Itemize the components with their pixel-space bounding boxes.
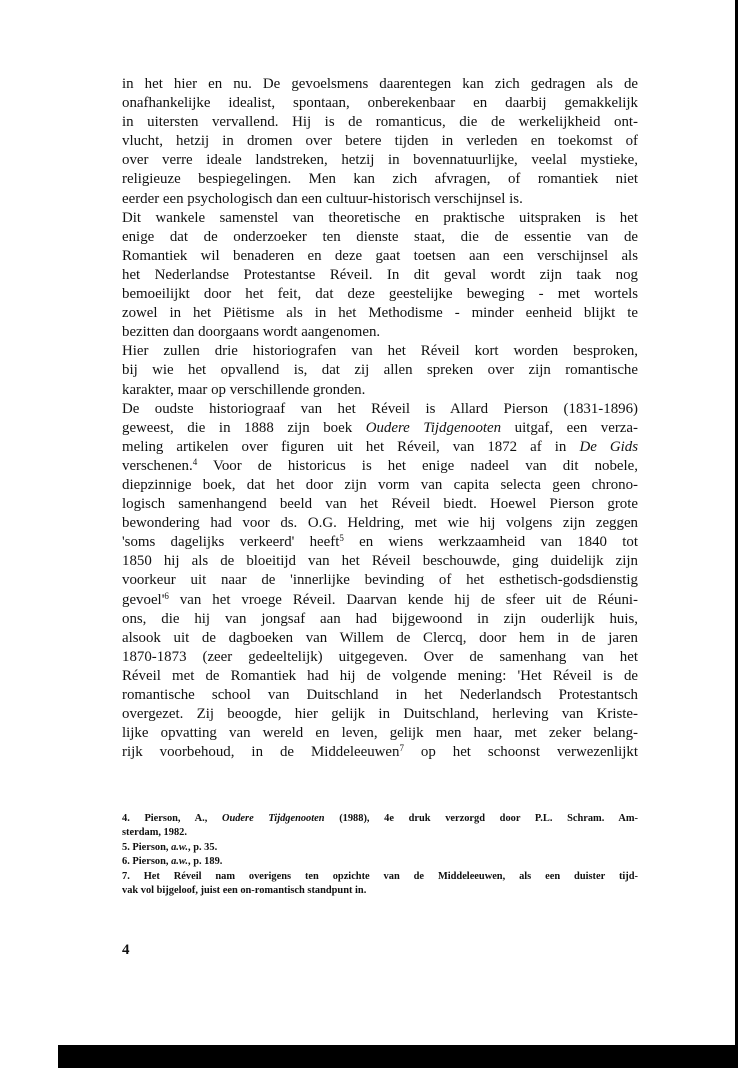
text-line: bij wie het opvallend is, dat zij allen spreken over zijn romantische [122,362,638,379]
text-line: onafhankelijke idealist, spontaan, onberekenbaar en daarbij gemakkelijk [122,95,638,112]
journal-title-de-gids: De Gids [579,438,638,455]
text-line: bezitten dan doorgaans wordt aangenomen. [122,324,381,341]
page-number: 4 [122,942,130,958]
text-run: uitgaf, een verza- [514,419,638,436]
text-line: 1850 hij als de bloeitijd van het Réveil beschouwde, ging duidelijk zijn [122,553,638,570]
text-line: ons, die hij van jongsaf aan had bijgewoond in zijn ouderlijk huis, [122,610,638,627]
abbrev-aw: a.w. [171,856,189,868]
text-line: lijke opvatting van wereld en leven, gelijk men haar, met zeker belang- [122,725,638,742]
text-line: eerder een psychologisch dan een cultuur-historisch verschijnsel is. [122,190,523,207]
text-line: 1870-1873 (zeer gedeeltelijk) uitgegeven. Over de samenhang van het [122,648,638,665]
text-line: Réveil met de Romantiek had hij de volgende mening: 'Het Réveil is de [122,667,638,684]
text-line: De oudste historiograaf van het Réveil is Allard Pierson (1831-1896) [122,400,638,417]
text-run: van het vroege Réveil. Daarvan kende hij de sfeer uit de Réuni- [179,591,638,608]
text-run: 6. Pierson, [122,856,169,868]
footnote-6 [122,855,638,869]
text-run: geweest, die in 1888 zijn boek [122,419,353,436]
footnote-ref-5: 5 [339,533,344,544]
text-line: bemoeilijkt door het feit, dat deze geestelijke beweging - met wortels [122,286,638,303]
footnote-7: 7. Het Réveil nam overigens ten opzichte van de Middeleeuwen, als een duister tijd- [122,870,638,882]
text-line: logisch samenhangend beeld van het Réveil biedt. Hoewel Pierson grote [122,496,638,513]
footnote-ref-7: 7 [399,743,404,754]
footnote-ref-4: 4 [192,456,198,467]
text-line: religieuze bespiegelingen. Men kan zich afvragen, of romantiek niet [122,171,638,188]
text-line [122,591,638,610]
footnote-5 [122,841,638,855]
text-line: alsook uit de dagboeken van Willem de Clercq, door hem in de jaren [122,629,638,646]
book-title-oudere-tijdgenooten: Oudere Tijdgenooten [365,419,502,436]
text-run: 'soms dagelijks verkeerd' heeft [122,534,340,551]
footnote-ref-6: 6 [164,590,169,601]
text-line: bewondering had voor ds. O.G. Heldring, met wie hij volgens zijn zeggen [122,515,638,532]
text-run: , p. 189. [188,856,223,868]
text-line: enige dat de onderzoeker ten dienste staat, die de essentie van de [122,228,638,245]
text-line [122,743,638,762]
text-line: zowel in het Piëtisme als in het Methodisme - minder eenheid blijkt te [122,305,638,322]
text-line [122,438,638,457]
text-line [122,419,638,438]
scan-edge-bottom [58,1045,738,1068]
text-line: karakter, maar op verschillende gronden. [122,381,366,398]
text-line: romantische school van Duitschland in het Nederlandsch Protestantsch [122,687,638,703]
footnote-7-continued: vak vol bijgeloof, juist een on-romantisch standpunt in. [122,885,367,897]
text-line: overgezet. Zij beoogde, hier gelijk in Duitschland, herleving van Kriste- [122,706,638,723]
text-run: en wiens werkzaamheid van 1840 tot [359,534,638,551]
text-line: diepzinnige boek, dat het door zijn vorm van capita selecta geen chrono- [122,476,638,493]
text-line: Hier zullen drie historiografen van het Réveil kort worden besproken, [122,343,638,360]
text-line: in uitersten vervallend. Hij is de romanticus, die de werkelijkheid ont- [122,114,638,131]
book-title-oudere-tijdgenooten: Oudere Tijdgenooten [221,813,325,824]
text-line: voorkeur uit naar de 'innerlijke bevinding of het esthetisch-godsdienstig [122,572,638,589]
text-run: verschenen. [122,457,193,474]
text-run: , p. 35. [188,841,218,853]
text-run: meling artikelen over figuren uit het Réveil, van 1872 af in [122,438,567,455]
text-run: op het schoonst verwezenlijkt [420,744,638,761]
footnote-4 [122,812,638,826]
text-line: in het hier en nu. De gevoelsmens daarentegen kan zich gedragen als de [122,76,638,92]
body-text [122,75,638,762]
abbrev-aw: a.w. [171,841,189,853]
text-run: rijk voorbehoud, in de Middeleeuwen [122,744,400,761]
text-line: vlucht, hetzij in dromen over betere tijden in verleden en toekomst of [122,133,638,150]
text-run: gevoel' [122,591,165,608]
text-run: Voor de historicus is het enige nadeel van dit nobele, [213,457,638,474]
text-run: (1988), 4e druk verzorgd door P.L. Schram. Am- [339,813,639,824]
text-line: het Nederlandse Protestantse Réveil. In dit geval wordt zijn taak nog [122,266,638,283]
footnotes [122,812,638,898]
footnote-4-continued: sterdam, 1982. [122,827,187,839]
text-run: 5. Pierson, [122,841,169,853]
text-line [122,457,638,476]
text-line [122,533,638,552]
text-run: 4. Pierson, A., [122,813,208,824]
text-line: over verre ideale landstreken, hetzij in bovennatuurlijke, veelal mystieke, [122,152,638,169]
text-line: Dit wankele samenstel van theoretische en praktische uitspraken is het [122,209,638,226]
text-line: Romantiek wil benaderen en deze gaat toetsen aan een verschijnsel als [122,247,638,264]
